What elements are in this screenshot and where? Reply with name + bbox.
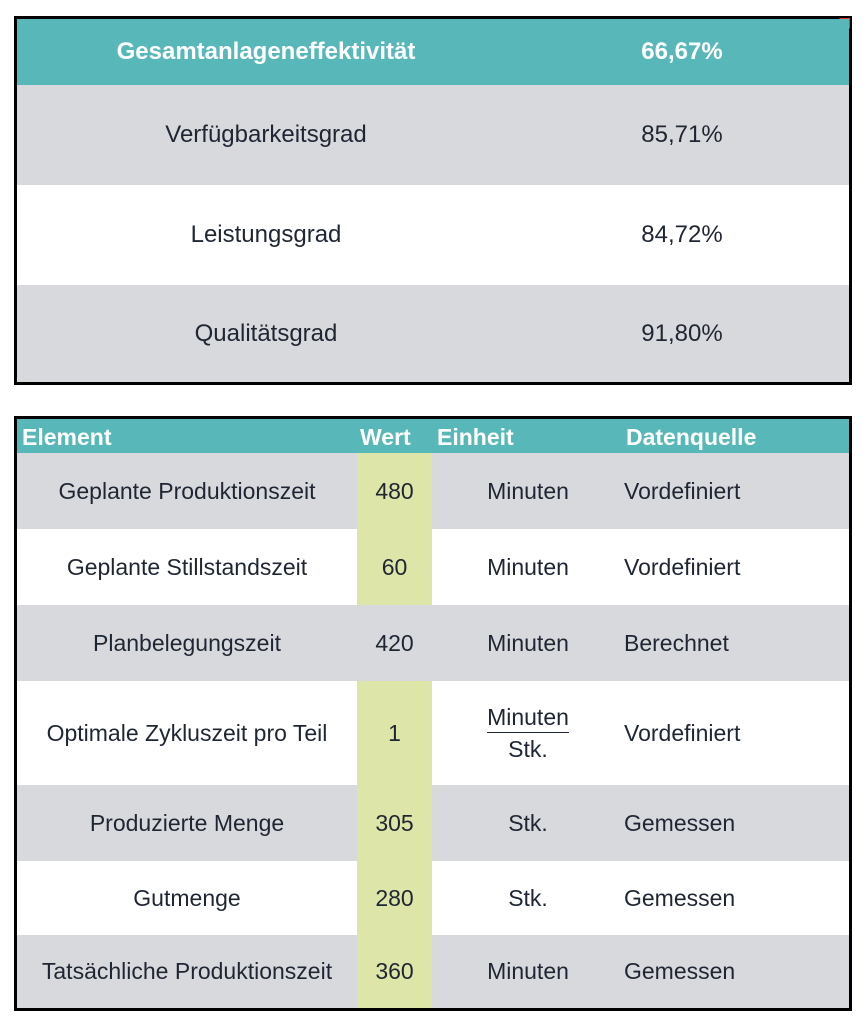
summary-row-value: 91,80% bbox=[641, 319, 723, 347]
table-row bbox=[17, 935, 849, 1008]
datenquelle-cell: Vordefiniert bbox=[624, 477, 741, 504]
oee-summary-table bbox=[14, 16, 852, 385]
unit-denominator: Stk. bbox=[508, 735, 548, 762]
unit-numerator: Minuten bbox=[487, 702, 569, 733]
wert-cell: 1 bbox=[357, 681, 432, 785]
element-data-table bbox=[14, 416, 852, 1011]
column-header-wert: Wert bbox=[360, 424, 411, 450]
datenquelle-cell: Gemessen bbox=[624, 809, 736, 836]
summary-header-row bbox=[17, 19, 849, 85]
wert-cell: 480 bbox=[357, 453, 432, 529]
einheit-cell: Minuten bbox=[487, 958, 569, 984]
table-row bbox=[17, 529, 849, 605]
einheit-cell: Minuten bbox=[487, 629, 569, 656]
unit-fraction bbox=[487, 702, 569, 765]
einheit-cell: Minuten bbox=[487, 553, 569, 580]
summary-row-label: Verfügbarkeitsgrad bbox=[165, 121, 367, 148]
column-header-datenquelle: Datenquelle bbox=[626, 424, 757, 450]
summary-row-label: Leistungsgrad bbox=[190, 221, 342, 248]
wert-cell: 360 bbox=[357, 935, 432, 1008]
table-row bbox=[17, 453, 849, 529]
einheit-cell: Stk. bbox=[508, 809, 548, 836]
column-header-einheit: Einheit bbox=[437, 424, 514, 450]
summary-row bbox=[17, 185, 849, 285]
table-header-row bbox=[17, 419, 849, 453]
summary-row bbox=[17, 85, 849, 185]
wert-cell: 305 bbox=[357, 785, 432, 861]
datenquelle-cell: Berechnet bbox=[624, 629, 729, 656]
wert-cell: 420 bbox=[375, 629, 414, 656]
column-header-element: Element bbox=[22, 424, 112, 450]
datenquelle-cell: Gemessen bbox=[624, 884, 736, 911]
table-row bbox=[17, 785, 849, 861]
table-row bbox=[17, 681, 849, 785]
einheit-cell: Stk. bbox=[508, 884, 548, 911]
summary-row-value: 85,71% bbox=[641, 121, 723, 148]
summary-row bbox=[17, 285, 849, 382]
einheit-cell: Minuten bbox=[487, 477, 569, 504]
wert-cell: 60 bbox=[357, 529, 432, 605]
datenquelle-cell: Vordefiniert bbox=[624, 719, 741, 746]
element-cell: Produzierte Menge bbox=[89, 809, 285, 836]
datenquelle-cell: Gemessen bbox=[624, 958, 736, 984]
summary-row-label: Qualitätsgrad bbox=[194, 319, 338, 347]
element-cell: Planbelegungszeit bbox=[93, 629, 281, 656]
wert-cell: 280 bbox=[357, 861, 432, 935]
summary-row-value: 84,72% bbox=[641, 221, 723, 248]
element-cell: Gutmenge bbox=[133, 884, 241, 911]
element-cell: Geplante Produktionszeit bbox=[58, 477, 316, 504]
table-row bbox=[17, 861, 849, 935]
summary-header-value: 66,67% bbox=[641, 38, 723, 65]
summary-header-label: Gesamtanlageneffektivität bbox=[116, 38, 416, 65]
element-cell: Geplante Stillstandszeit bbox=[66, 553, 308, 580]
element-cell: Optimale Zykluszeit pro Teil bbox=[46, 719, 328, 746]
element-cell: Tatsächliche Produktionszeit bbox=[41, 958, 333, 984]
einheit-cell bbox=[432, 702, 624, 765]
table-row bbox=[17, 605, 849, 681]
datenquelle-cell: Vordefiniert bbox=[624, 553, 741, 580]
